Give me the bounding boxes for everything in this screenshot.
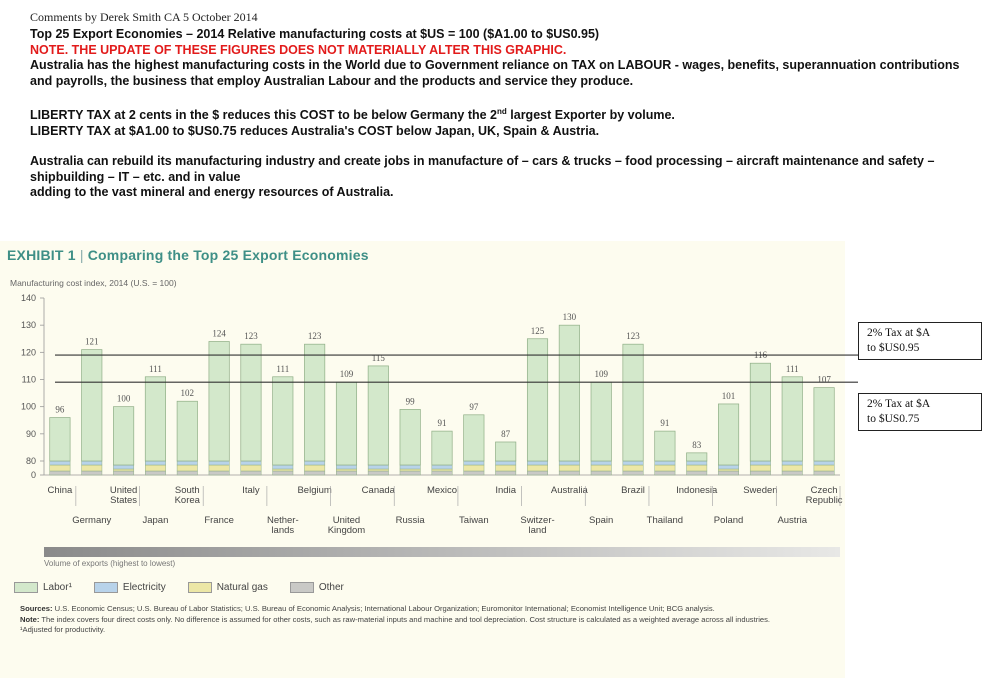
bar-segment-other [145, 471, 165, 475]
bar-segment-labor [113, 407, 133, 465]
y-tick-label: 0 [30, 470, 36, 480]
data-label: 111 [149, 363, 162, 374]
bar-segment-labor [336, 382, 356, 465]
bar-segment-electricity [591, 461, 611, 465]
legend-label: Electricity [122, 582, 166, 593]
data-label: 123 [307, 331, 322, 342]
bar-segment-other [495, 471, 515, 475]
bar-segment-natural-gas [750, 465, 770, 471]
category-label: Brazil [621, 485, 645, 496]
bar-segment-labor [623, 344, 643, 461]
bar-segment-labor [241, 344, 261, 461]
bar-segment-electricity [336, 465, 356, 469]
y-tick-label: 140 [20, 293, 36, 303]
data-label: 125 [530, 325, 545, 336]
category-label: Switzer- [520, 515, 555, 526]
bar-segment-natural-gas [559, 465, 579, 471]
data-label: 91 [660, 418, 670, 429]
y-tick-label: 80 [25, 456, 36, 466]
annotation-tax-095: 2% Tax at $A to $US0.95 [858, 322, 982, 360]
category-label: lands [271, 525, 295, 536]
data-label: 123 [626, 331, 640, 342]
bar-segment-natural-gas [113, 469, 133, 471]
data-label: 115 [371, 352, 385, 363]
category-label: Republic [805, 495, 843, 506]
bar-segment-electricity [273, 465, 293, 469]
bar-segment-other [464, 471, 484, 475]
data-label: 100 [116, 393, 131, 404]
bar-segment-other [432, 471, 452, 475]
update-note: NOTE. THE UPDATE OF THESE FIGURES DOES NOT MATERIALLY ALTER THIS GRAPHIC. [30, 42, 567, 57]
bar-segment-labor [591, 382, 611, 461]
paragraph-2b: LIBERTY TAX at $A1.00 to $US0.75 reduces Australia's COST below Japan, UK, Spain & Austria. [30, 123, 600, 138]
legend-item [290, 582, 344, 593]
bar-segment-natural-gas [687, 465, 707, 471]
bar-segment-other [718, 471, 738, 475]
bar-segment-labor [687, 453, 707, 461]
y-tick-label: 90 [25, 428, 36, 439]
category-label: Taiwan [459, 515, 489, 526]
bar-segment-labor [495, 442, 515, 461]
bar-segment-natural-gas [782, 465, 802, 471]
bar-segment-other [559, 471, 579, 475]
category-label: Korea [174, 495, 200, 506]
headline: Top 25 Export Economies – 2014 Relative manufacturing costs at $US = 100 ($A1.00 to $US0.95) [30, 27, 600, 41]
data-label: 109 [339, 369, 354, 380]
chart-legend [14, 582, 344, 593]
data-label: 111 [785, 363, 799, 374]
bar-segment-natural-gas [400, 469, 420, 471]
bar-segment-electricity [368, 465, 388, 469]
category-label: land [528, 525, 547, 536]
bar-segment-electricity [750, 461, 770, 465]
category-label: Nether- [266, 515, 299, 526]
bar-segment-electricity [145, 461, 165, 465]
bar-segment-labor [82, 350, 102, 461]
bar-segment-other [655, 471, 675, 475]
legend-item [94, 582, 166, 593]
data-label: 111 [276, 363, 290, 374]
bar-segment-natural-gas [655, 465, 675, 471]
bar-segment-natural-gas [82, 465, 102, 471]
bar-segment-labor [50, 418, 70, 461]
category-label: Italy [242, 485, 260, 496]
bar-segment-electricity [559, 461, 579, 465]
bar-segment-other [687, 471, 707, 475]
bar-segment-labor [145, 377, 165, 461]
bar-segment-natural-gas [591, 465, 611, 471]
legend-swatch [188, 582, 212, 593]
bar-segment-other [750, 471, 770, 475]
paragraph-2a: LIBERTY TAX at 2 cents in the $ reduces this COST to be below Germany the 2nd largest Exporter by volume. [30, 107, 675, 123]
bar-segment-labor [814, 388, 834, 461]
category-label: Austria [777, 515, 808, 526]
category-label: Indonesia [676, 485, 718, 496]
data-label: 130 [562, 312, 577, 323]
volume-label: Volume of exports (highest to lowest) [44, 559, 176, 568]
data-label: 83 [692, 439, 702, 450]
bar-segment-other [209, 471, 229, 475]
bar-segment-other [336, 471, 356, 475]
bar-segment-natural-gas [464, 465, 484, 471]
bar-segment-other [304, 471, 324, 475]
y-tick-label: 110 [21, 374, 36, 385]
exhibit-title: EXHIBIT 1 | Comparing the Top 25 Export Economies [7, 247, 369, 263]
bar-segment-electricity [495, 461, 515, 465]
paragraph-3b: adding to the vast mineral and energy resources of Australia. [30, 185, 394, 200]
bar-segment-other [623, 471, 643, 475]
bar-segment-electricity [687, 461, 707, 465]
bar-segment-natural-gas [814, 465, 834, 471]
bar-segment-labor [273, 377, 293, 465]
data-label: 102 [180, 388, 195, 399]
bar-segment-natural-gas [718, 469, 738, 471]
exhibit-subtitle: Manufacturing cost index, 2014 (U.S. = 100) [10, 278, 177, 288]
bar-segment-electricity [464, 461, 484, 465]
bar-segment-natural-gas [368, 469, 388, 471]
y-tick-label: 130 [20, 320, 36, 331]
bar-segment-electricity [82, 461, 102, 465]
category-label: South [174, 485, 200, 496]
category-label: India [495, 485, 516, 496]
bar-segment-labor [400, 409, 420, 465]
bar-segment-electricity [304, 461, 324, 465]
bar-chart [0, 241, 845, 581]
bar-segment-other [814, 471, 834, 475]
y-tick-label: 120 [20, 347, 36, 358]
legend-swatch [290, 582, 314, 593]
bar-segment-labor [559, 325, 579, 461]
bar-segment-electricity [400, 465, 420, 469]
bar-segment-other [50, 471, 70, 475]
bar-segment-labor [750, 363, 770, 461]
category-label: United [109, 485, 138, 496]
bar-segment-labor [782, 377, 802, 461]
bar-segment-natural-gas [623, 465, 643, 471]
sources-note: Sources: U.S. Economic Census; U.S. Bureau of Labor Statistics; U.S. Bureau of Economic Analysis; International Labour Organization; Euromonitor International; Economist Intelligence Unit; BCG analysis. Note: The index covers four direct costs only. No difference is assumed for other costs, such as raw-material inputs and machine and tool depreciation. Cost structure is calculated as a weighted average across all industries. ¹Adjusted for productivity. [20, 604, 771, 634]
category-label: Russia [395, 515, 425, 526]
data-label: 101 [721, 390, 736, 401]
category-label: Japan [142, 515, 169, 526]
bar-segment-natural-gas [273, 469, 293, 471]
bar-segment-other [113, 471, 133, 475]
bar-segment-other [241, 471, 261, 475]
exhibit-panel [0, 241, 845, 678]
bar-segment-other [273, 471, 293, 475]
category-label: Canada [361, 485, 395, 496]
category-label: Poland [713, 515, 744, 526]
bar-segment-natural-gas [527, 465, 547, 471]
bar-segment-electricity [50, 461, 70, 465]
data-label: 91 [437, 418, 447, 429]
bar-segment-electricity [782, 461, 802, 465]
legend-swatch [94, 582, 118, 593]
bar-segment-labor [177, 401, 197, 461]
bar-segment-electricity [113, 465, 133, 469]
paragraph-1: Australia has the highest manufacturing costs in the World due to Government reliance on TAX on LABOUR - wages, benefits, superannuation contributions and payrolls, the business that employ Australian Labour and the products and service they produce. [30, 58, 960, 88]
category-label: Spain [589, 515, 614, 526]
bar-segment-natural-gas [145, 465, 165, 471]
bar-segment-natural-gas [432, 469, 452, 471]
bar-segment-labor [464, 415, 484, 461]
category-label: Belgium [297, 485, 332, 496]
annotation-tax-075: 2% Tax at $A to $US0.75 [858, 393, 982, 431]
legend-label: Other [318, 582, 344, 593]
bar-segment-other [82, 471, 102, 475]
bar-segment-natural-gas [209, 465, 229, 471]
bar-segment-other [400, 471, 420, 475]
bar-segment-electricity [655, 461, 675, 465]
data-label: 99 [405, 396, 415, 407]
bar-segment-labor [304, 344, 324, 461]
bar-segment-electricity [241, 461, 261, 465]
data-label: 116 [753, 350, 767, 361]
category-label: Thailand [646, 515, 684, 526]
bar-segment-electricity [209, 461, 229, 465]
legend-swatch [14, 582, 38, 593]
legend-label: Labor¹ [43, 582, 72, 593]
bar-segment-labor [432, 431, 452, 465]
data-label: 107 [817, 374, 831, 385]
data-label: 87 [501, 428, 511, 439]
bar-segment-other [782, 471, 802, 475]
bar-segment-other [368, 471, 388, 475]
bar-segment-natural-gas [336, 469, 356, 471]
category-label: States [110, 495, 138, 506]
data-label: 121 [85, 336, 99, 347]
data-label: 123 [244, 331, 258, 342]
data-label: 124 [212, 328, 226, 339]
bar-segment-natural-gas [177, 465, 197, 471]
data-label: 109 [594, 369, 608, 380]
category-label: Kingdom [327, 525, 366, 536]
category-label: France [204, 515, 234, 526]
bar-segment-labor [209, 341, 229, 461]
bar-segment-electricity [623, 461, 643, 465]
category-label: Mexico [426, 485, 458, 496]
legend-item [188, 582, 268, 593]
bar-segment-labor [718, 404, 738, 465]
bar-segment-labor [655, 431, 675, 461]
y-tick-label: 100 [20, 401, 36, 412]
bar-segment-natural-gas [495, 465, 515, 471]
legend-item [14, 582, 72, 593]
data-label: 97 [469, 401, 479, 412]
bar-segment-natural-gas [304, 465, 324, 471]
bar-segment-electricity [432, 465, 452, 469]
bar-segment-other [591, 471, 611, 475]
category-label: Australia [550, 485, 588, 496]
bar-segment-labor [527, 339, 547, 461]
data-label: 96 [55, 404, 65, 415]
category-label: Czech [810, 485, 838, 496]
bar-segment-natural-gas [241, 465, 261, 471]
volume-gradient-bar [44, 547, 840, 557]
byline: Comments by Derek Smith CA 5 October 2014 [30, 10, 258, 24]
bar-segment-electricity [527, 461, 547, 465]
paragraph-3a: Australia can rebuild its manufacturing industry and create jobs in manufacture of – cars & trucks – food processing – aircraft maintenance and safety – shipbuilding – IT – etc. and in value [30, 154, 935, 184]
bar-segment-natural-gas [50, 465, 70, 471]
bar-segment-other [527, 471, 547, 475]
legend-label: Natural gas [216, 582, 268, 593]
bar-segment-labor [368, 366, 388, 465]
bar-segment-electricity [814, 461, 834, 465]
bar-segment-other [177, 471, 197, 475]
intro-text [30, 10, 985, 201]
category-label: China [47, 485, 73, 496]
bar-segment-electricity [177, 461, 197, 465]
category-label: Sweden [743, 485, 778, 496]
category-label: United [332, 515, 361, 526]
category-label: Germany [72, 515, 112, 526]
bar-segment-electricity [718, 465, 738, 469]
